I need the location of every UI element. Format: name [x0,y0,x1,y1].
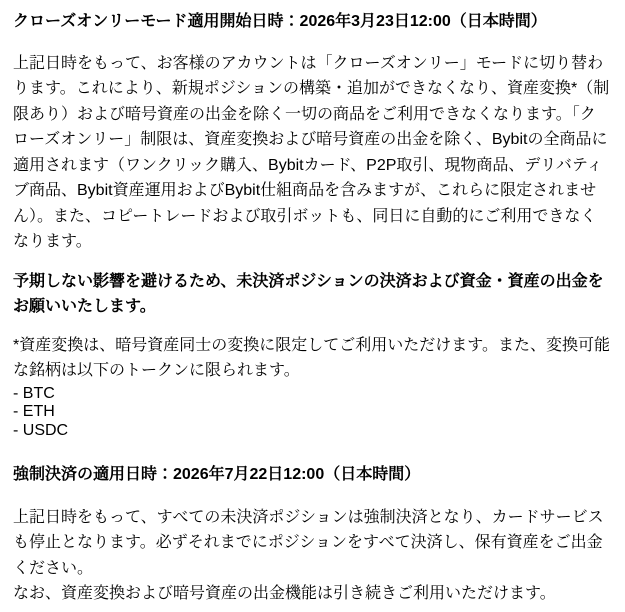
token-item-btc: - BTC [13,384,55,402]
forced-settlement-line2: なお、資産変換および暗号資産の出金機能は引き続きご利用いただけます。 [13,585,556,602]
close-only-mode-heading: クローズオンリーモード適用開始日時：2026年3月23日12:00（日本時間） [13,13,547,30]
settlement-warning-paragraph: 予期しない影響を避けるため、未決済ポジションの決済および資金・資産の出金をお願いいたします。 [13,272,604,315]
close-only-mode-paragraph: 上記日時をもって、お客様のアカウントは「クローズオンリー」モードに切り替わります。これにより、新規ポジションの構築・追加ができなくなり、資産変換*（制限あり）および暗号資産の出金を除く一切の商品をご利用できなくなります。「クローズオンリー」制限は、資産変換および暗号資産の出金を除く、Bybitの全商品に適用されます（ワンクリック購入、Bybitカード、P2P取引、現物商品、デリバティブ商品、Bybit資産運用およびBybit仕組商品を含みますが、これらに限定されません）。また、コピートレードおよび取引ボットも、同日に自動的にご利用できなくなります。 [13,54,610,250]
forced-settlement-line1: 上記日時をもって、すべての未決済ポジションは強制決済となり、カードサービスも停止となります。必ずそれまでにポジションをすべて決済し、保有資産をご出金ください。 [13,508,604,577]
forced-settlement-heading: 強制決済の適用日時：2026年7月22日12:00（日本時間） [13,466,421,483]
token-list [13,385,610,441]
forced-settlement-paragraph [13,505,610,607]
asset-conversion-footnote: *資産変換は、暗号資産同士の変換に限定してご利用いただけます。また、変換可能な銘柄は以下のトークンに限られます。 [13,336,610,379]
token-item-eth: - ETH [13,403,55,420]
token-item-usdc: - USDC [13,421,69,439]
